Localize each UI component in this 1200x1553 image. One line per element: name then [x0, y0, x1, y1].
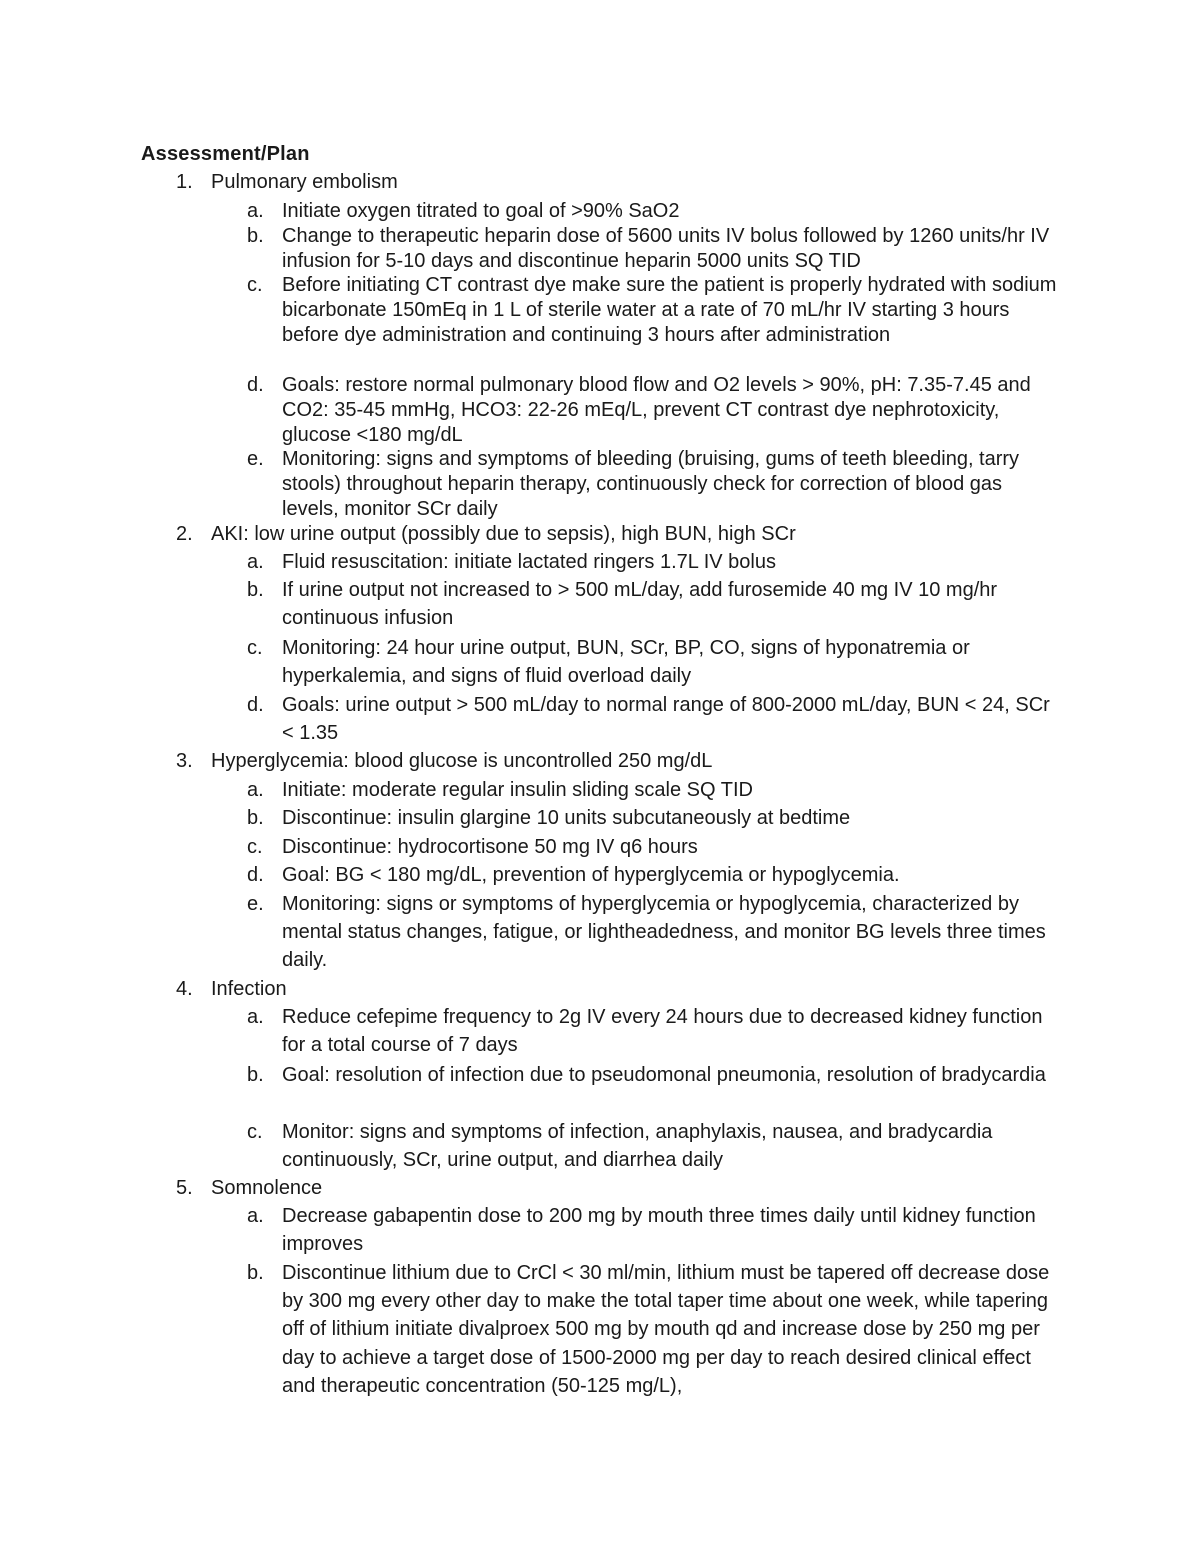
item-letter: a. [247, 1006, 264, 1028]
item-letter: b. [247, 1262, 264, 1284]
problem-5 [176, 1174, 1061, 1202]
plan-item [247, 1003, 1062, 1059]
item-text: Discontinue: hydrocortisone 50 mg IV q6 hours [282, 836, 698, 858]
plan-item [247, 1259, 1062, 1400]
plan-item [247, 199, 1062, 224]
item-text: Monitoring: signs or symptoms of hyperglycemia or hypoglycemia, characterized by mental status changes, fatigue, or lightheadedness, and monitor BG levels three times daily. [282, 893, 1046, 972]
item-text: Monitoring: 24 hour urine output, BUN, SCr, BP, CO, signs of hyponatremia or hyperkalemia, and signs of fluid overload daily [282, 637, 970, 688]
item-letter: c. [247, 836, 263, 858]
problem-text: Somnolence [211, 1177, 323, 1199]
item-text: Discontinue: insulin glargine 10 units subcutaneously at bedtime [282, 807, 851, 829]
problem-text: Infection [211, 978, 287, 1000]
item-letter: a. [247, 1205, 264, 1227]
problem-3 [176, 747, 1061, 775]
problem-2 [176, 522, 1061, 547]
item-letter: a. [247, 779, 264, 801]
item-letter: c. [247, 1121, 263, 1143]
problem-number: 1. [176, 171, 193, 193]
item-text: Change to therapeutic heparin dose of 5600 units IV bolus followed by 1260 units/hr IV infusion for 5-10 days and discontinue heparin 5000 units SQ TID [282, 225, 1050, 272]
problem-text: AKI: low urine output (possibly due to sepsis), high BUN, high SCr [211, 523, 796, 545]
item-letter: d. [247, 694, 264, 716]
item-letter: b. [247, 225, 264, 247]
plan-item [247, 576, 1062, 632]
item-letter: a. [247, 551, 264, 573]
item-text: Goal: resolution of infection due to pseudomonal pneumonia, resolution of bradycardia [282, 1064, 1046, 1086]
plan-item [247, 1061, 1062, 1089]
item-text: Monitor: signs and symptoms of infection, anaphylaxis, nausea, and bradycardia continuously, SCr, urine output, and diarrhea daily [282, 1121, 993, 1172]
item-text: Fluid resuscitation: initiate lactated ringers 1.7L IV bolus [282, 551, 776, 573]
plan-item [247, 447, 1062, 521]
plan-item [247, 548, 1062, 576]
item-letter: b. [247, 579, 264, 601]
plan-item [247, 804, 1062, 832]
section-heading: Assessment/Plan [141, 143, 310, 165]
problem-4 [176, 975, 1061, 1003]
item-text: If urine output not increased to > 500 mL/day, add furosemide 40 mg IV 10 mg/hr continuous infusion [282, 579, 998, 630]
item-text: Goals: restore normal pulmonary blood flow and O2 levels > 90%, pH: 7.35-7.45 and CO2: 35-45 mmHg, HCO3: 22-26 mEq/L, prevent CT contrast dye nephrotoxicity, glucose <180 mg/dL [282, 374, 1031, 446]
item-letter: c. [247, 637, 263, 659]
plan-item [247, 861, 1062, 889]
item-letter: b. [247, 1064, 264, 1086]
item-text: Discontinue lithium due to CrCl < 30 ml/min, lithium must be tapered off decrease dose by 300 mg every other day to make the total taper time about one week, while tapering off of lithium initiate divalproex 500 mg by mouth qd and increase dose by 250 mg per day to achieve a target dose of 1500-2000 mg per day to reach desired clinical effect and therapeutic concentration (50-125 mg/L), [282, 1262, 1050, 1397]
problem-text: Hyperglycemia: blood glucose is uncontrolled 250 mg/dL [211, 750, 713, 772]
item-text: Reduce cefepime frequency to 2g IV every 24 hours due to decreased kidney function for a total course of 7 days [282, 1006, 1043, 1057]
plan-item [247, 1118, 1062, 1174]
item-letter: a. [247, 200, 264, 222]
item-letter: d. [247, 374, 264, 396]
item-text: Goal: BG < 180 mg/dL, prevention of hyperglycemia or hypoglycemia. [282, 864, 900, 886]
plan-item [247, 691, 1062, 747]
item-text: Goals: urine output > 500 mL/day to normal range of 800-2000 mL/day, BUN < 24, SCr < 1.35 [282, 694, 1050, 745]
problem-number: 4. [176, 978, 193, 1000]
plan-item [247, 833, 1062, 861]
plan-item [247, 634, 1062, 690]
plan-item [247, 373, 1062, 447]
item-letter: c. [247, 274, 263, 296]
plan-item [247, 224, 1062, 274]
item-letter: d. [247, 864, 264, 886]
problem-number: 3. [176, 750, 193, 772]
item-text: Before initiating CT contrast dye make sure the patient is properly hydrated with sodium bicarbonate 150mEq in 1 L of sterile water at a rate of 70 mL/hr IV starting 3 hours before dye administration and continuing 3 hours after administration [282, 274, 1057, 346]
item-text: Decrease gabapentin dose to 200 mg by mouth three times daily until kidney function improves [282, 1205, 1036, 1256]
plan-item [247, 1202, 1062, 1258]
item-text: Initiate oxygen titrated to goal of >90% SaO2 [282, 200, 680, 222]
plan-item [247, 273, 1062, 347]
plan-item [247, 776, 1062, 804]
item-letter: e. [247, 448, 264, 470]
problem-number: 5. [176, 1177, 193, 1199]
problem-1 [176, 170, 1061, 195]
item-text: Monitoring: signs and symptoms of bleeding (bruising, gums of teeth bleeding, tarry stools) throughout heparin therapy, continuously check for correction of blood gas levels, monitor SCr daily [282, 448, 1020, 520]
plan-item [247, 890, 1062, 975]
problem-number: 2. [176, 523, 193, 545]
item-letter: e. [247, 893, 264, 915]
item-letter: b. [247, 807, 264, 829]
problem-text: Pulmonary embolism [211, 171, 398, 193]
item-text: Initiate: moderate regular insulin sliding scale SQ TID [282, 779, 753, 801]
